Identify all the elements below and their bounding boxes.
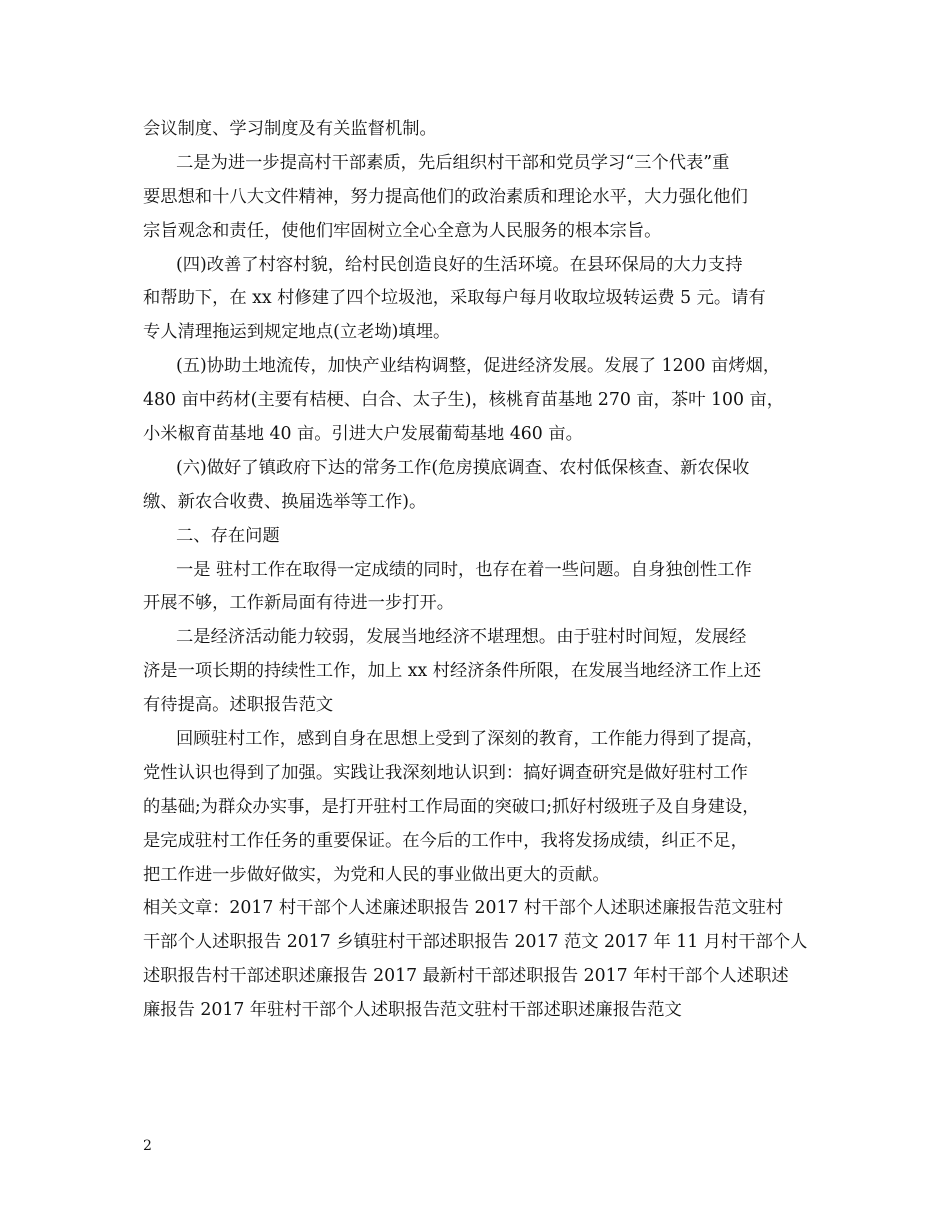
text-line: 480 亩中药材(主要有桔梗、白合、太子生)，核桃育苗基地 270 亩，茶叶 100 亩， <box>143 390 785 411</box>
text-line: 干部个人述职报告 2017 乡镇驻村干部述职报告 2017 范文 2017 年 11 月村干部个人 <box>143 932 808 953</box>
text-line: 的基础;为群众办实事，是打开驻村工作局面的突破口;抓好村级班子及自身建设， <box>143 796 760 817</box>
text-line: 缴、新农合收费、换届选举等工作)。 <box>143 491 427 512</box>
text-line: (五)协助土地流传，加快产业结构调整，促进经济发展。发展了 1200 亩烤烟， <box>176 356 781 377</box>
text-line: 会议制度、学习制度及有关监督机制。 <box>143 119 437 139</box>
text-line: (六)做好了镇政府下达的常务工作(危房摸底调查、农村低保核查、新农保收 <box>176 457 750 478</box>
text-line: 有待提高。述职报告范文 <box>143 695 334 716</box>
text-line: 济是一项长期的持续性工作，加上 xx 村经济条件所限，在发展当地经济工作上还 <box>143 661 762 682</box>
text-line: 小米椒育苗基地 40 亩。引进大户发展葡萄基地 460 亩。 <box>143 424 583 445</box>
document-body <box>143 113 815 1028</box>
text-line: 专人清理拖运到规定地点(立老坳)填埋。 <box>143 322 451 343</box>
text-line: 开展不够，工作新局面有待进一步打开。 <box>143 593 455 614</box>
text-line: 党性认识也得到了加强。实践让我深刻地认识到：搞好调查研究是做好驻村工作 <box>143 762 748 783</box>
text-line: 宗旨观念和责任，使他们牢固树立全心全意为人民服务的根本宗旨。 <box>143 220 662 241</box>
page-number: 2 <box>143 1138 152 1154</box>
text-line: 二、存在问题 <box>176 525 280 546</box>
text-line: 述职报告村干部述职述廉报告 2017 最新村干部述职报告 2017 年村干部个人述职述 <box>143 966 789 987</box>
text-line: 一是 驻村工作在取得一定成绩的同时，也存在着一些问题。自身独创性工作 <box>176 559 752 580</box>
text-line: 二是为进一步提高村干部素质，先后组织村干部和党员学习“三个代表”重 <box>176 152 730 173</box>
text-line: 二是经济活动能力较弱，发展当地经济不堪理想。由于驻村时间短，发展经 <box>176 627 747 648</box>
text-line: 相关文章：2017 村干部个人述廉述职报告 2017 村干部个人述职述廉报告范文驻村 <box>143 898 784 919</box>
text-line: (四)改善了村容村貌，给村民创造良好的生活环境。在县环保局的大力支持 <box>176 254 743 275</box>
text-line: 廉报告 2017 年驻村干部个人述职报告范文驻村干部述职述廉报告范文 <box>143 1000 682 1021</box>
text-line: 把工作进一步做好做实，为党和人民的事业做出更大的贡献。 <box>143 864 610 885</box>
text-line: 要思想和十八大文件精神，努力提高他们的政治素质和理论水平，大力强化他们 <box>143 186 748 207</box>
text-line: 和帮助下，在 xx 村修建了四个垃圾池，采取每户每月收取垃圾转运费 5 元。请有 <box>143 288 766 309</box>
text-line: 是完成驻村工作任务的重要保证。在今后的工作中，我将发扬成绩，纠正不足， <box>143 830 748 851</box>
text-line: 回顾驻村工作，感到自身在思想上受到了深刻的教育，工作能力得到了提高， <box>176 729 764 750</box>
